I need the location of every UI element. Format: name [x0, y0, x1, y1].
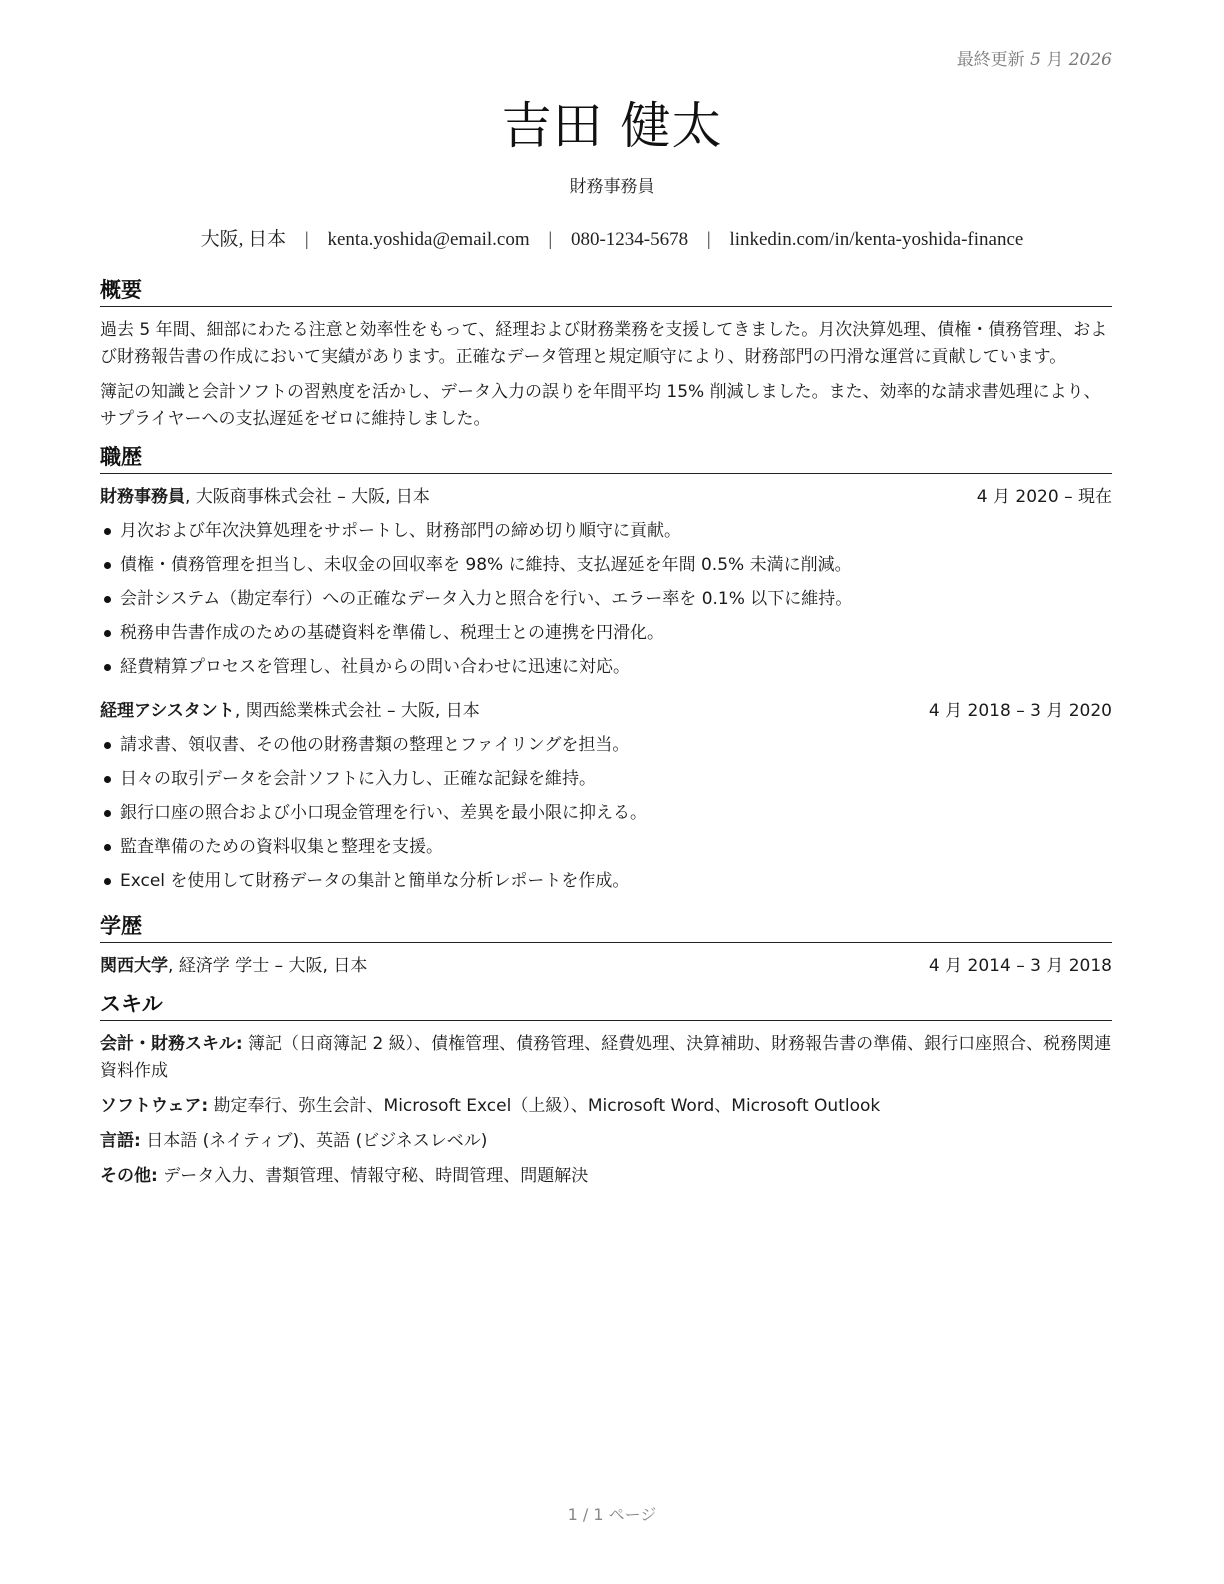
- education-entry: [100, 953, 1112, 980]
- job-company: , 大阪商事株式会社 – 大阪, 日本: [185, 487, 430, 507]
- contact-separator: |: [304, 229, 309, 250]
- contact-phone[interactable]: 080-1234-5678: [570, 229, 689, 250]
- summary-heading: 概要: [100, 276, 1112, 307]
- skill-label: その他:: [100, 1166, 158, 1186]
- education-heading: 学歴: [100, 912, 1112, 943]
- contact-linkedin[interactable]: linkedin.com/in/kenta-yoshida-finance: [729, 229, 1024, 250]
- job-bullets: [100, 728, 1112, 898]
- job-entry: [100, 484, 1112, 684]
- skills-section: [100, 990, 1112, 1190]
- job-company: , 関西総業株式会社 – 大阪, 日本: [234, 701, 480, 721]
- contact-email[interactable]: kenta.yoshida@email.com: [327, 229, 530, 250]
- last-updated-year: 2026: [1068, 50, 1112, 70]
- page-indicator: 1 / 1 ページ: [567, 1505, 657, 1524]
- candidate-job-title: 財務事務員: [569, 177, 655, 197]
- contact-separator: |: [706, 229, 711, 250]
- education-dates: 4 月 2014 – 3 月 2018: [928, 956, 1112, 976]
- skill-line: [100, 1163, 1112, 1190]
- skill-label: 言語:: [100, 1131, 141, 1151]
- job-role: 財務事務員: [100, 487, 185, 507]
- list-item: Excel を使用して財務データの集計と簡単な分析レポートを作成。: [100, 864, 1112, 898]
- education-school-detail: [100, 953, 367, 980]
- education-detail: , 経済学 学士 – 大阪, 日本: [168, 956, 368, 976]
- skills-heading: スキル: [100, 990, 1112, 1021]
- job-header: [100, 698, 1112, 725]
- skill-text: 日本語 (ネイティブ)、英語 (ビジネスレベル): [140, 1131, 488, 1151]
- education-school: 関西大学: [100, 956, 168, 976]
- list-item: 会計システム（勘定奉行）への正確なデータ入力と照合を行い、エラー率を 0.1% 以下に維持。: [100, 582, 1112, 616]
- list-item: 経費精算プロセスを管理し、社員からの問い合わせに迅速に対応。: [100, 650, 1112, 684]
- last-updated-month-unit: 月: [1046, 50, 1064, 70]
- summary-paragraph: 簿記の知識と会計ソフトの習熟度を活かし、データ入力の誤りを年間平均 15% 削減しました。また、効率的な請求書処理により、サプライヤーへの支払遅延をゼロに維持しました。: [100, 382, 1101, 429]
- skill-label: 会計・財務スキル:: [100, 1034, 243, 1054]
- job-title-company: [100, 484, 430, 511]
- list-item: 銀行口座の照合および小口現金管理を行い、差異を最小限に抑える。: [100, 796, 1112, 830]
- contact-line: [0, 224, 1224, 251]
- skill-line: [100, 1093, 1112, 1120]
- candidate-name: 吉田 健太: [501, 97, 723, 155]
- skill-text: データ入力、書類管理、情報守秘、時間管理、問題解決: [157, 1166, 589, 1186]
- experience-section: [100, 443, 1112, 898]
- experience-heading: 職歴: [100, 443, 1112, 474]
- job-dates: 4 月 2018 – 3 月 2020: [928, 701, 1112, 721]
- list-item: 監査準備のための資料収集と整理を支援。: [100, 830, 1112, 864]
- resume-content: [100, 276, 1112, 1200]
- list-item: 月次および年次決算処理をサポートし、財務部門の締め切り順守に貢献。: [100, 514, 1112, 548]
- job-title-company: [100, 698, 480, 725]
- contact-location: 大阪, 日本: [200, 229, 287, 250]
- list-item: 日々の取引データを会計ソフトに入力し、正確な記録を維持。: [100, 762, 1112, 796]
- job-role: 経理アシスタント: [100, 701, 235, 721]
- list-item: 税務申告書作成のための基礎資料を準備し、税理士との連携を円滑化。: [100, 616, 1112, 650]
- job-bullets: [100, 514, 1112, 684]
- skill-line: [100, 1031, 1112, 1085]
- job-dates: 4 月 2020 – 現在: [976, 487, 1112, 507]
- last-updated-month: 5: [1030, 50, 1041, 70]
- last-updated-label: 最終更新: [956, 50, 1025, 70]
- contact-separator: |: [548, 229, 553, 250]
- last-updated: [957, 45, 1112, 70]
- job-entry: [100, 698, 1112, 898]
- education-section: [100, 912, 1112, 980]
- skill-line: [100, 1128, 1112, 1155]
- skill-text: 簿記（日商簿記 2 級）、債権管理、債務管理、経費処理、決算補助、財務報告書の準備、銀行口座照合、税務関連資料作成: [100, 1034, 1112, 1081]
- skill-text: 勘定奉行、弥生会計、Microsoft Excel（上級）、Microsoft Word、Microsoft Outlook: [208, 1096, 881, 1116]
- summary-paragraph: 過去 5 年間、細部にわたる注意と効率性をもって、経理および財務業務を支援してきました。月次決算処理、債権・債務管理、および財務報告書の作成において実績があります。正確なデータ管理と規定順守により、財務部門の円滑な運営に貢献しています。: [100, 320, 1108, 367]
- list-item: 債権・債務管理を担当し、未収金の回収率を 98% に維持、支払遅延を年間 0.5% 未満に削減。: [100, 548, 1112, 582]
- summary-section: [100, 276, 1112, 433]
- list-item: 請求書、領収書、その他の財務書類の整理とファイリングを担当。: [100, 728, 1112, 762]
- job-header: [100, 484, 1112, 511]
- skill-label: ソフトウェア:: [100, 1096, 209, 1116]
